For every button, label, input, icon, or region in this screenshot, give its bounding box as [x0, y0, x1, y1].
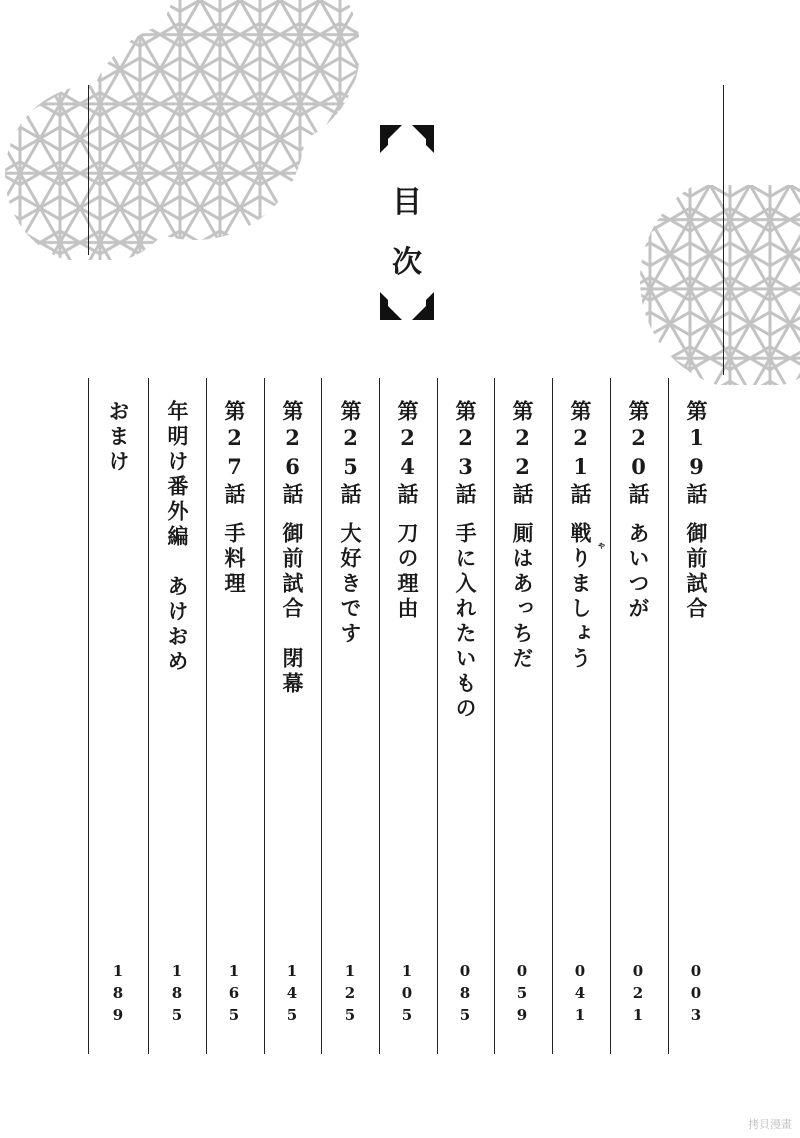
toc-entry-23[interactable]	[442, 400, 488, 722]
separator	[668, 378, 669, 1054]
page-number: 041	[571, 962, 589, 1028]
toc-entry-27[interactable]	[211, 400, 257, 597]
chapter-subtitle: 手に入れたいもの	[453, 522, 478, 722]
chapter-subtitle: あいつが	[626, 522, 651, 622]
title-char-1: 目	[392, 185, 422, 220]
chapter-number: 第19話	[684, 400, 709, 508]
bracket-top	[380, 125, 434, 153]
chapter-subtitle: 大好きです	[338, 522, 363, 647]
toc-entry-24[interactable]	[384, 400, 430, 622]
chapter-subtitle: 手料理	[222, 522, 247, 597]
separator	[552, 378, 553, 1054]
watermark: 拷貝漫畫	[748, 1118, 792, 1131]
page-number: 021	[629, 962, 647, 1028]
page-number: 105	[398, 962, 416, 1028]
chapter-subtitle: 刀の理由	[395, 522, 420, 622]
separator	[206, 378, 207, 1054]
chapter-number: 第20話	[626, 400, 651, 508]
toc-entry-19[interactable]	[673, 400, 719, 622]
separator	[610, 378, 611, 1054]
toc-entry-21[interactable]	[557, 400, 603, 672]
page-number: 185	[168, 962, 186, 1028]
separator	[494, 378, 495, 1054]
ruby-annotation: ゃ	[597, 541, 607, 551]
separator	[379, 378, 380, 1054]
chapter-subtitle: 戦りましょう	[568, 522, 593, 672]
separator-left-edge	[88, 378, 89, 1054]
chapter-number: 第25話	[338, 400, 363, 508]
title-char-2: 次	[392, 245, 422, 280]
frame-line-left	[88, 85, 89, 255]
chapter-subtitle: 御前試合	[684, 522, 709, 622]
page-number: 059	[513, 962, 531, 1028]
chapter-subtitle: 御前試合 閉幕	[280, 522, 305, 697]
asanoha-pattern-top-left	[0, 0, 360, 260]
chapter-subtitle: 年明け番外編 あけおめ	[165, 400, 190, 675]
toc-entry-22[interactable]	[499, 400, 545, 672]
page-number: 125	[341, 962, 359, 1028]
page-number: 085	[456, 962, 474, 1028]
toc-entry-26[interactable]	[269, 400, 315, 697]
asanoha-pattern-right	[630, 185, 800, 385]
page-number: 003	[687, 962, 705, 1028]
toc-entry-extra-new-year[interactable]	[154, 400, 200, 675]
chapter-number: 第27話	[222, 400, 247, 508]
page-number: 165	[225, 962, 243, 1028]
page-number: 189	[109, 962, 127, 1028]
chapter-number: 第21話	[568, 400, 593, 508]
toc-entry-omake[interactable]	[95, 400, 141, 475]
chapter-number: 第26話	[280, 400, 305, 508]
chapter-number: 第24話	[395, 400, 420, 508]
bracket-bottom	[380, 292, 434, 320]
chapter-number: 第23話	[453, 400, 478, 508]
separator	[437, 378, 438, 1054]
separator	[321, 378, 322, 1054]
separator	[264, 378, 265, 1054]
chapter-subtitle: おまけ	[106, 400, 131, 475]
page-number: 145	[283, 962, 301, 1028]
toc-entry-25[interactable]	[327, 400, 373, 647]
chapter-number: 第22話	[510, 400, 535, 508]
toc-title	[378, 125, 436, 320]
frame-line-right	[723, 85, 724, 375]
separator	[148, 378, 149, 1054]
chapter-subtitle: 厠はあっちだ	[510, 522, 535, 672]
toc-entry-20[interactable]	[615, 400, 661, 622]
